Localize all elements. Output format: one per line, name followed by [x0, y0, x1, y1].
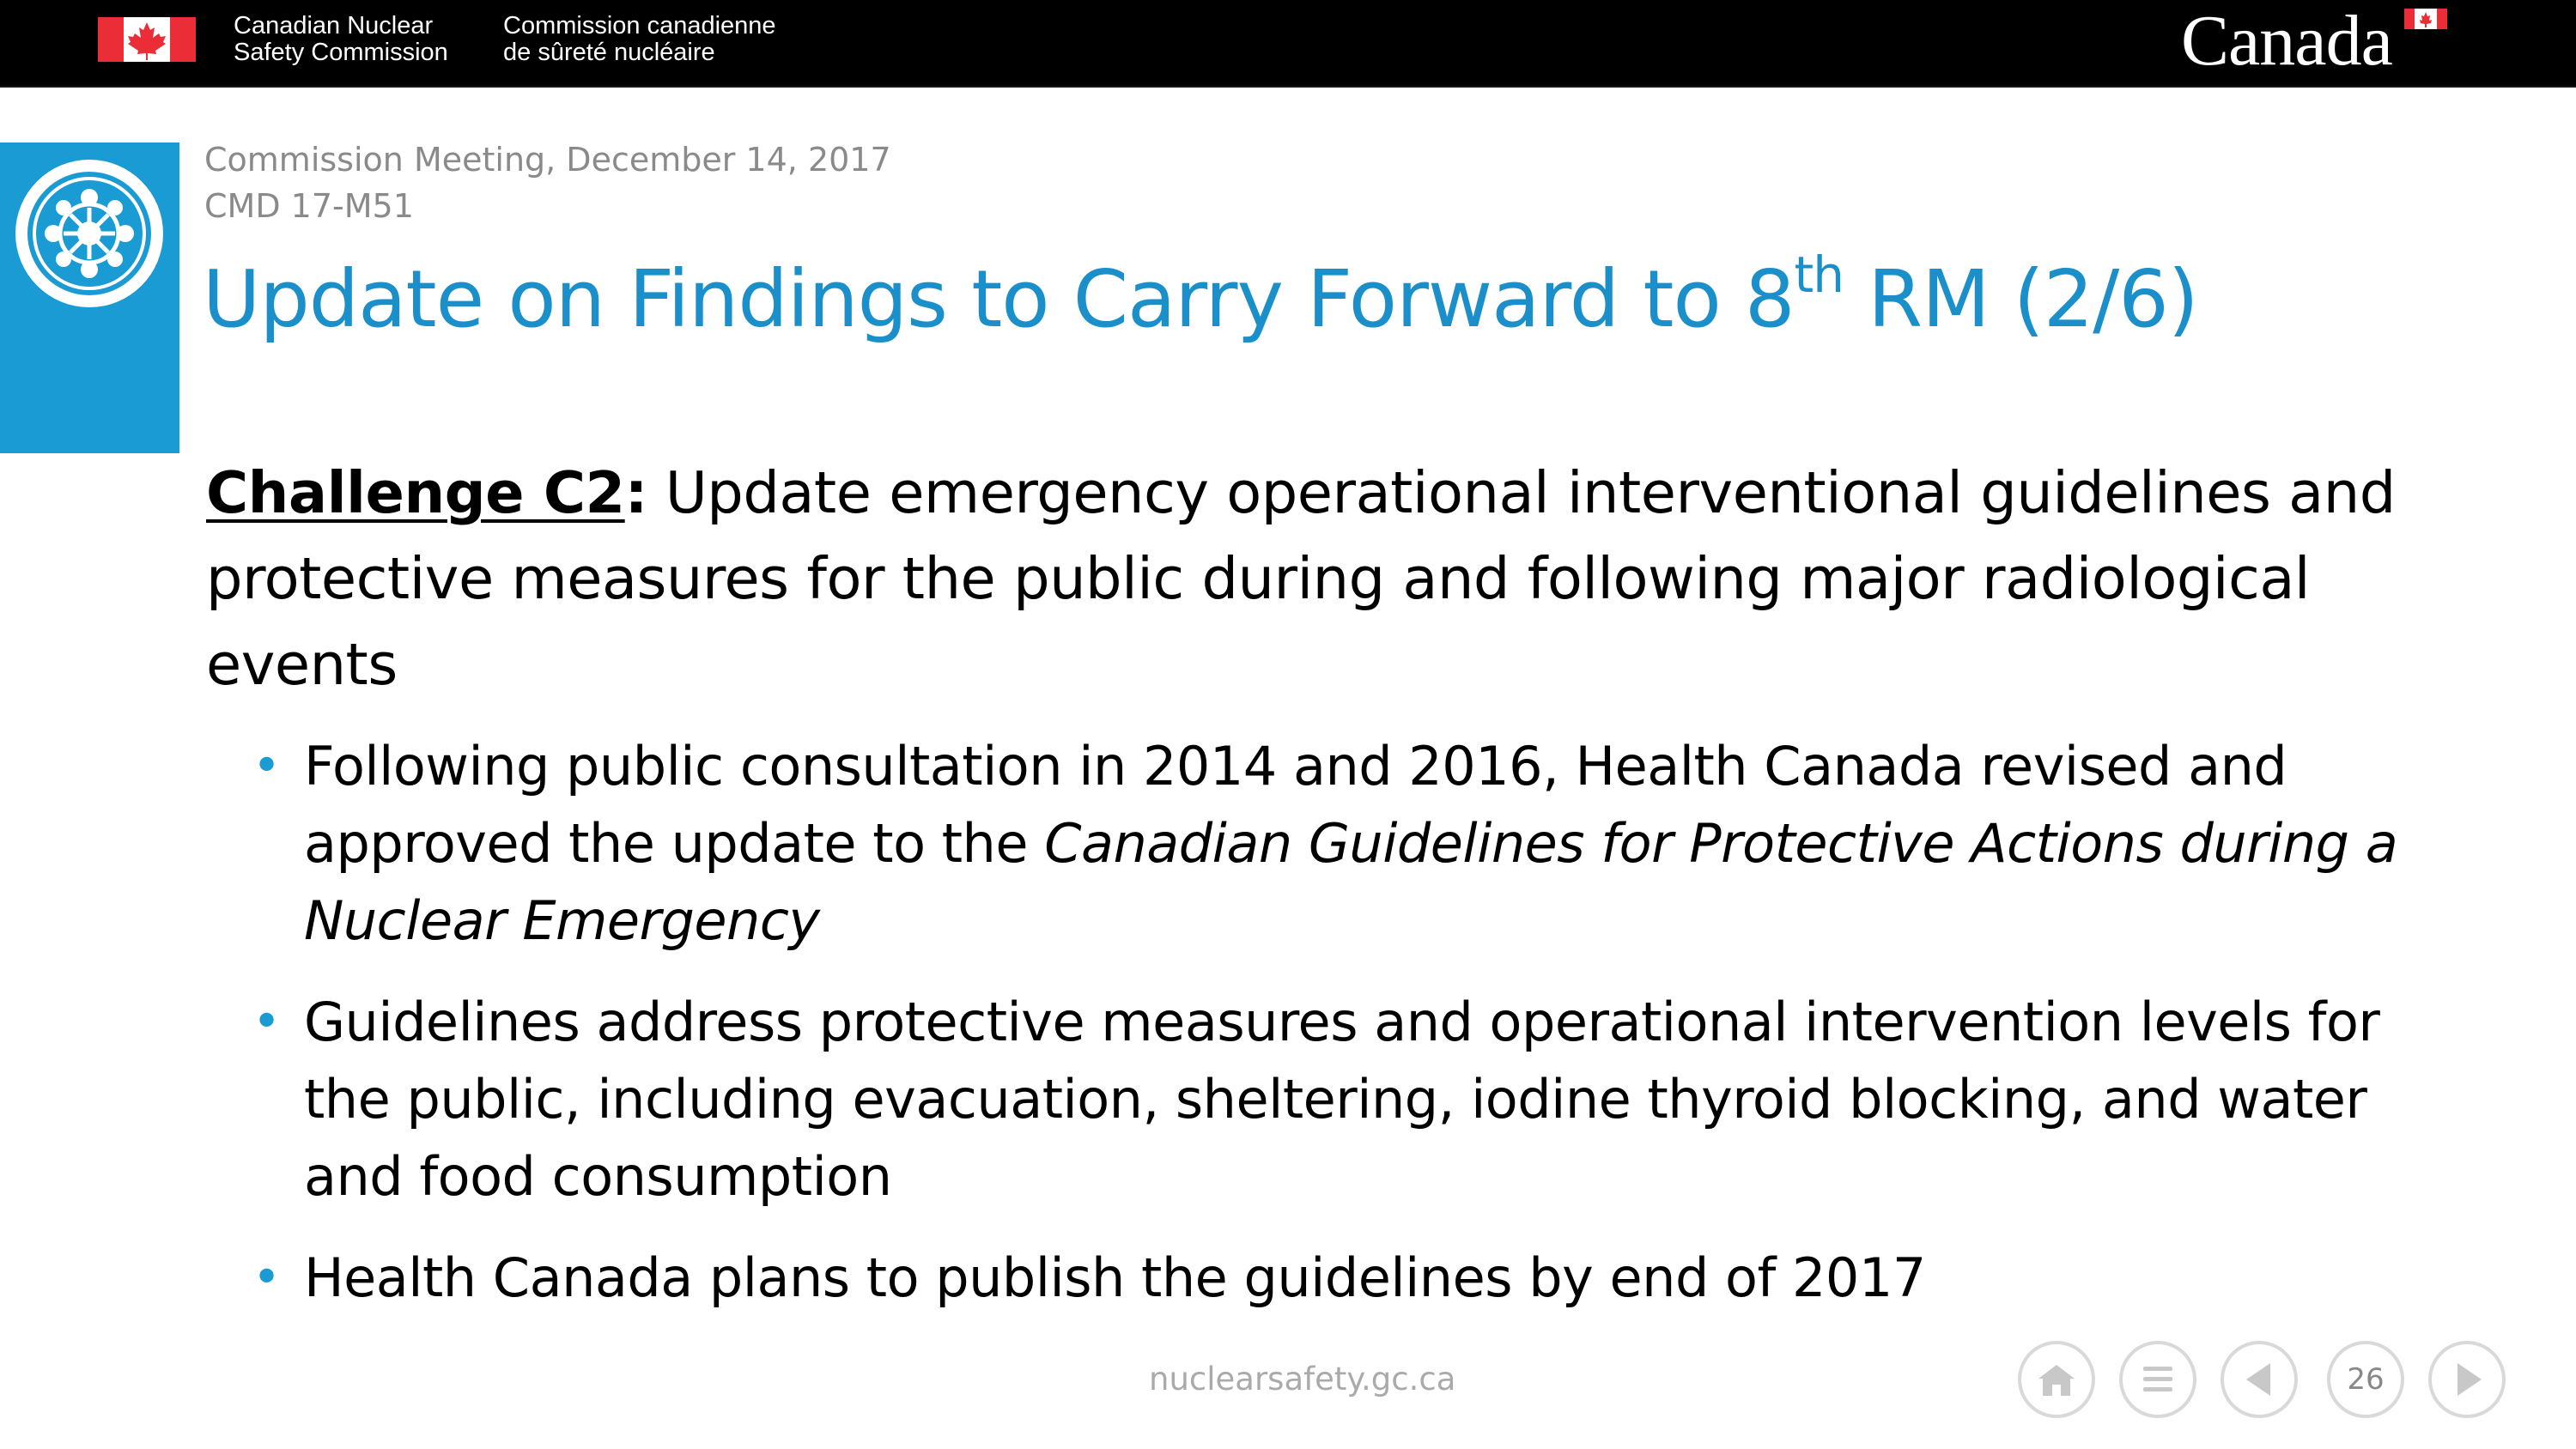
footer-website-link[interactable]: nuclearsafety.gc.ca [1149, 1361, 1456, 1397]
bullet-list [252, 728, 2416, 1341]
agency-name-english-line2: Safety Commission [234, 39, 448, 66]
slide-title-superscript: th [1794, 246, 1844, 304]
government-banner [0, 0, 2576, 88]
agency-name-french-line2: de sûreté nucléaire [503, 39, 715, 66]
bullet-icon: • [252, 738, 281, 794]
bullet-icon: • [252, 1250, 281, 1306]
agency-name-english-line1: Canadian Nuclear [234, 12, 434, 39]
cmd-number: CMD 17-M51 [204, 187, 414, 225]
meeting-date: Commission Meeting, December 14, 2017 [204, 141, 891, 179]
cnsc-logo-icon [12, 156, 167, 311]
slide-title-main: Update on Findings to Carry Forward to 8 [203, 253, 1795, 345]
canada-wordmark: Canada [2181, 1, 2392, 81]
challenge-label: Challenge C2 [206, 459, 625, 526]
challenge-statement [206, 450, 2404, 707]
canada-flag-icon [98, 17, 196, 62]
challenge-colon: : [624, 459, 647, 526]
bullet-icon: • [252, 994, 281, 1050]
next-slide-button[interactable] [2428, 1341, 2506, 1418]
menu-icon [2123, 1344, 2193, 1415]
list-item [252, 728, 2416, 960]
challenge-text: Update emergency operational interventional guidelines and protective measures for the public during and following major radiological events [206, 459, 2396, 698]
page-number-indicator [2327, 1341, 2404, 1418]
agency-name-english [234, 13, 465, 66]
bullet-text: Health Canada plans to publish the guidelines by end of 2017 [304, 1246, 1926, 1309]
list-item [252, 984, 2416, 1216]
list-item [252, 1240, 2416, 1317]
page-number: 26 [2347, 1362, 2385, 1397]
previous-slide-button[interactable] [2221, 1341, 2298, 1418]
previous-icon [2224, 1344, 2294, 1415]
next-icon [2432, 1344, 2502, 1415]
bullet-text-italic: Canadian Guidelines for Protective Actions during a Nuclear Emergency [304, 812, 2398, 952]
agency-name-french-line1: Commission canadienne [503, 12, 776, 39]
slide-title [203, 246, 2198, 354]
home-icon [2021, 1344, 2092, 1415]
slide-title-end: RM (2/6) [1844, 253, 2198, 345]
bullet-text: Following public consultation in 2014 and 2016, Health Canada revised and approved the update to the [304, 735, 2287, 875]
agency-name-french [503, 13, 847, 66]
home-button[interactable] [2018, 1341, 2095, 1418]
wordmark-flag-icon [2404, 9, 2447, 29]
menu-button[interactable] [2119, 1341, 2196, 1418]
bullet-text: Guidelines address protective measures and operational intervention levels for the public, including evacuation, sheltering, iodine thyroid blocking, and water and food consumption [304, 991, 2380, 1208]
